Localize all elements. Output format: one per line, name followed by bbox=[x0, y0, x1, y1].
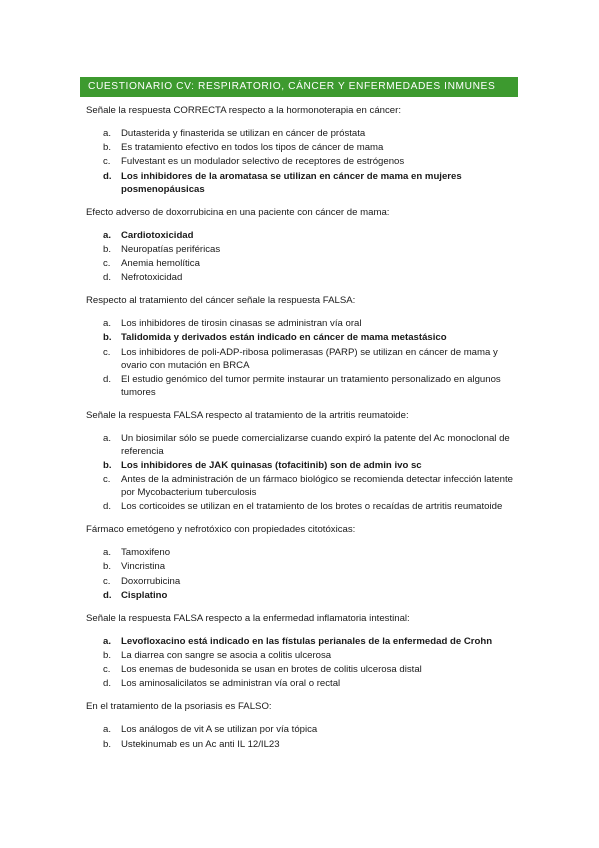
answer-option bbox=[86, 243, 526, 256]
option-letter: a. bbox=[103, 635, 112, 647]
question-block bbox=[86, 104, 526, 196]
option-text: Anemia hemolítica bbox=[121, 257, 200, 269]
question-text: Señale la respuesta FALSA respecto al tratamiento de la artritis reumatoide: bbox=[86, 409, 409, 421]
option-letter: d. bbox=[103, 170, 112, 182]
options-list bbox=[86, 723, 526, 750]
questionnaire bbox=[86, 104, 526, 761]
option-text: Es tratamiento efectivo en todos los tipos de cáncer de mama bbox=[121, 142, 384, 154]
answer-option bbox=[86, 155, 526, 168]
question-block bbox=[86, 523, 526, 602]
option-text: El estudio genómico del tumor permite instaurar un tratamiento personalizado en algunos tumores bbox=[121, 373, 501, 398]
option-letter: b. bbox=[103, 650, 112, 661]
option-letter: d. bbox=[103, 589, 112, 601]
option-letter: c. bbox=[103, 257, 111, 269]
answer-option bbox=[86, 500, 526, 513]
answer-option bbox=[86, 473, 526, 499]
option-letter: c. bbox=[103, 346, 111, 358]
option-text: Ustekinumab es un Ac anti IL 12/IL23 bbox=[121, 738, 280, 750]
answer-option bbox=[86, 677, 526, 690]
option-letter: c. bbox=[103, 664, 111, 676]
answer-option bbox=[86, 373, 526, 399]
option-letter: a. bbox=[103, 128, 112, 139]
option-letter: b. bbox=[103, 243, 112, 255]
question-block bbox=[86, 206, 526, 285]
options-list bbox=[86, 635, 526, 691]
option-text: Los corticoides se utilizan en el tratamiento de los brotes o recaídas de artritis reumatoide bbox=[121, 501, 503, 513]
options-list bbox=[86, 432, 526, 514]
answer-option bbox=[86, 317, 526, 330]
question-text: Fármaco emetógeno y nefrotóxico con propiedades citotóxicas: bbox=[86, 524, 356, 536]
option-text: Los aminosalicilatos se administran vía oral o rectal bbox=[121, 678, 341, 690]
option-letter: b. bbox=[103, 332, 112, 344]
option-text: La diarrea con sangre se asocia a colitis ulcerosa bbox=[121, 650, 332, 661]
question-block bbox=[86, 612, 526, 691]
option-letter: b. bbox=[103, 738, 112, 750]
answer-option bbox=[86, 141, 526, 154]
answer-option bbox=[86, 663, 526, 676]
answer-option bbox=[86, 331, 526, 344]
option-text: Vincristina bbox=[121, 561, 166, 573]
answer-option bbox=[86, 546, 526, 559]
option-text: Neuropatías periféricas bbox=[121, 243, 221, 255]
option-text: Fulvestant es un modulador selectivo de receptores de estrógenos bbox=[121, 156, 405, 168]
answer-option bbox=[86, 575, 526, 588]
option-text: Dutasterida y finasterida se utilizan en cáncer de próstata bbox=[121, 128, 366, 139]
options-list bbox=[86, 317, 526, 399]
page-title: CUESTIONARIO CV: RESPIRATORIO, CÁNCER Y ENFERMEDADES INMUNES bbox=[80, 77, 518, 97]
option-text: Los inhibidores de JAK quinasas (tofacitinib) son de admin ivo sc bbox=[121, 459, 422, 471]
option-text: Cardiotoxicidad bbox=[121, 229, 194, 241]
option-text: Los enemas de budesonida se usan en brotes de colitis ulcerosa distal bbox=[121, 664, 422, 676]
option-text: Tamoxifeno bbox=[121, 547, 171, 559]
option-letter: a. bbox=[103, 724, 112, 736]
option-text: Levofloxacino está indicado en las fístulas perianales de la enfermedad de Crohn bbox=[121, 635, 493, 647]
option-letter: d. bbox=[103, 373, 112, 385]
option-text: Un biosimilar sólo se puede comercializarse cuando expiró la patente del Ac monoclonal de referencia bbox=[121, 432, 510, 457]
option-letter: b. bbox=[103, 561, 112, 573]
question-text: Señale la respuesta FALSA respecto a la enfermedad inflamatoria intestinal: bbox=[86, 612, 410, 624]
answer-option bbox=[86, 257, 526, 270]
option-letter: b. bbox=[103, 142, 112, 154]
answer-option bbox=[86, 459, 526, 472]
option-letter: d. bbox=[103, 272, 112, 284]
option-letter: a. bbox=[103, 432, 112, 444]
option-text: Los inhibidores de poli-ADP-ribosa polimerasas (PARP) se utilizan en cáncer de mama y ovario con mutación en BRCA bbox=[121, 346, 498, 371]
question-text: Respecto al tratamiento del cáncer señale la respuesta FALSA: bbox=[86, 295, 356, 307]
option-letter: c. bbox=[103, 474, 111, 486]
question-text: Efecto adverso de doxorrubicina en una paciente con cáncer de mama: bbox=[86, 206, 390, 218]
option-letter: a. bbox=[103, 318, 112, 330]
question-text: Señale la respuesta CORRECTA respecto a la hormonoterapia en cáncer: bbox=[86, 105, 401, 116]
option-text: Los análogos de vit A se utilizan por vía tópica bbox=[121, 724, 318, 736]
option-letter: a. bbox=[103, 547, 112, 559]
options-list bbox=[86, 229, 526, 285]
question-block bbox=[86, 294, 526, 399]
answer-option bbox=[86, 560, 526, 573]
question-block bbox=[86, 700, 526, 750]
option-text: Los inhibidores de tirosin cinasas se administran vía oral bbox=[121, 318, 362, 330]
option-letter: d. bbox=[103, 501, 112, 513]
option-text: Los inhibidores de la aromatasa se utilizan en cáncer de mama en mujeres posmenopáusicas bbox=[121, 170, 462, 195]
answer-option bbox=[86, 635, 526, 648]
options-list bbox=[86, 127, 526, 196]
answer-option bbox=[86, 589, 526, 602]
option-text: Cisplatino bbox=[121, 589, 168, 601]
answer-option bbox=[86, 271, 526, 284]
answer-option bbox=[86, 649, 526, 662]
question-text: En el tratamiento de la psoriasis es FALSO: bbox=[86, 701, 272, 713]
answer-option bbox=[86, 346, 526, 372]
option-text: Talidomida y derivados están indicado en cáncer de mama metastásico bbox=[121, 332, 447, 344]
option-letter: c. bbox=[103, 575, 111, 587]
option-text: Antes de la administración de un fármaco biológico se recomienda detectar infección latente por Mycobacterium tuberculosis bbox=[121, 474, 513, 499]
option-letter: d. bbox=[103, 678, 112, 690]
answer-option bbox=[86, 229, 526, 242]
options-list bbox=[86, 546, 526, 602]
option-text: Nefrotoxicidad bbox=[121, 272, 183, 284]
question-block bbox=[86, 409, 526, 514]
answer-option bbox=[86, 723, 526, 736]
answer-option bbox=[86, 432, 526, 458]
answer-option bbox=[86, 170, 526, 196]
option-letter: c. bbox=[103, 156, 111, 168]
answer-option bbox=[86, 127, 526, 140]
option-text: Doxorrubicina bbox=[121, 575, 181, 587]
option-letter: b. bbox=[103, 459, 112, 471]
answer-option bbox=[86, 738, 526, 751]
option-letter: a. bbox=[103, 229, 112, 241]
